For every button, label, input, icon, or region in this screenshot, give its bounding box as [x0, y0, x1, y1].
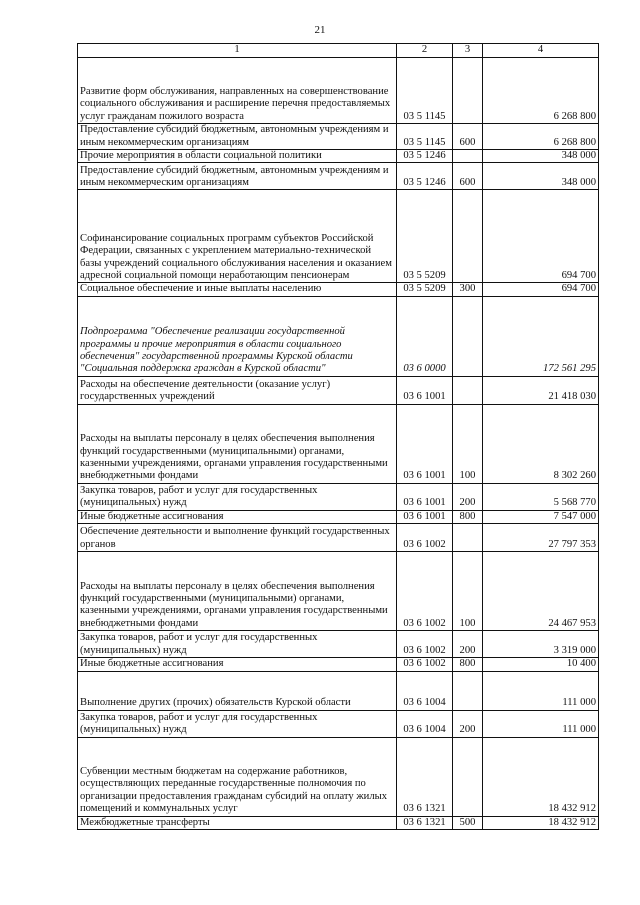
- row-code-cell: 03 6 1001: [397, 483, 453, 510]
- table-row: [78, 150, 599, 163]
- column-header-sum: 4: [483, 44, 599, 58]
- row-expense-type-cell: 600: [453, 124, 483, 150]
- row-name-cell: Обеспечение деятельности и выполнение функций государственных органов: [78, 524, 397, 552]
- row-code-cell: 03 5 1246: [397, 163, 453, 190]
- row-sum-cell: 111 000: [483, 710, 599, 737]
- row-expense-type-cell: [453, 376, 483, 404]
- row-sum-cell: 348 000: [483, 163, 599, 190]
- table-row: [78, 710, 599, 737]
- row-expense-type-cell: 100: [453, 404, 483, 483]
- row-code-cell: 03 6 1002: [397, 552, 453, 631]
- row-name-cell: Предоставление субсидий бюджетным, автономным учреждениям и иным некоммерческим организациям: [78, 163, 397, 190]
- row-sum-cell: 348 000: [483, 150, 599, 163]
- row-sum-cell: 10 400: [483, 658, 599, 671]
- row-name-cell: Софинансирование социальных программ субъектов Российской Федерации, связанных с укреплением материально-технической базы учреждений социального обслуживания населения и оказанием адресной социальной помощи неработающим пенсионерам: [78, 190, 397, 283]
- row-expense-type-cell: [453, 671, 483, 710]
- table-row: [78, 483, 599, 510]
- row-expense-type-cell: [453, 524, 483, 552]
- row-name-cell: Расходы на выплаты персоналу в целях обеспечения выполнения функций государственными (муниципальными) органами, казенными учреждениями, органами управления государственными внебюджетными фондами: [78, 552, 397, 631]
- table-row: [78, 631, 599, 658]
- row-name-cell: Закупка товаров, работ и услуг для государственных (муниципальных) нужд: [78, 631, 397, 658]
- row-name-cell: Подпрограмма "Обеспечение реализации государственной программы и прочие мероприятия в области социального обеспечения" государственной программы Курской области "Социальная поддержка граждан в Курской области": [78, 296, 397, 376]
- row-code-cell: 03 6 1004: [397, 671, 453, 710]
- row-sum-cell: 3 319 000: [483, 631, 599, 658]
- table-row: [78, 671, 599, 710]
- row-code-cell: 03 5 5209: [397, 190, 453, 283]
- page-number: 21: [314, 24, 326, 36]
- table-row: [78, 552, 599, 631]
- row-expense-type-cell: 100: [453, 552, 483, 631]
- row-code-cell: 03 6 0000: [397, 296, 453, 376]
- row-code-cell: 03 6 1321: [397, 816, 453, 829]
- row-expense-type-cell: 200: [453, 710, 483, 737]
- table-row: [78, 658, 599, 671]
- row-expense-type-cell: [453, 737, 483, 816]
- row-sum-cell: 172 561 295: [483, 296, 599, 376]
- row-name-cell: Иные бюджетные ассигнования: [78, 658, 397, 671]
- row-code-cell: 03 5 1145: [397, 124, 453, 150]
- column-number-row: [78, 44, 599, 58]
- row-code-cell: 03 5 1145: [397, 58, 453, 124]
- table-body: [78, 58, 599, 830]
- row-expense-type-cell: 200: [453, 483, 483, 510]
- row-sum-cell: 18 432 912: [483, 816, 599, 829]
- row-name-cell: Межбюджетные трансферты: [78, 816, 397, 829]
- row-name-cell: Социальное обеспечение и иные выплаты населению: [78, 283, 397, 296]
- row-name-cell: Расходы на выплаты персоналу в целях обеспечения выполнения функций государственными (муниципальными) органами, казенными учреждениями, органами управления государственными внебюджетными фондами: [78, 404, 397, 483]
- row-code-cell: 03 6 1001: [397, 510, 453, 523]
- table-row: [78, 190, 599, 283]
- row-code-cell: 03 6 1002: [397, 524, 453, 552]
- row-name-cell: Закупка товаров, работ и услуг для государственных (муниципальных) нужд: [78, 710, 397, 737]
- row-sum-cell: 5 568 770: [483, 483, 599, 510]
- row-expense-type-cell: 600: [453, 163, 483, 190]
- row-expense-type-cell: 800: [453, 658, 483, 671]
- table-row: [78, 737, 599, 816]
- row-code-cell: 03 6 1001: [397, 404, 453, 483]
- table-row: [78, 816, 599, 829]
- row-name-cell: Закупка товаров, работ и услуг для государственных (муниципальных) нужд: [78, 483, 397, 510]
- table-row: [78, 376, 599, 404]
- row-sum-cell: 18 432 912: [483, 737, 599, 816]
- column-header-code: 2: [397, 44, 453, 58]
- row-name-cell: Субвенции местным бюджетам на содержание работников, осуществляющих переданные государственные полномочия по организации предоставления гражданам субсидий на оплату жилых помещений и коммунальных услуг: [78, 737, 397, 816]
- row-code-cell: 03 6 1002: [397, 631, 453, 658]
- row-sum-cell: 6 268 800: [483, 58, 599, 124]
- row-name-cell: Развитие форм обслуживания, направленных на совершенствование социального обслуживания и расширение перечня предоставляемых услуг гражданам пожилого возраста: [78, 58, 397, 124]
- row-sum-cell: 111 000: [483, 671, 599, 710]
- table-row: [78, 404, 599, 483]
- row-expense-type-cell: [453, 58, 483, 124]
- row-code-cell: 03 5 1246: [397, 150, 453, 163]
- row-name-cell: Расходы на обеспечение деятельности (оказание услуг) государственных учреждений: [78, 376, 397, 404]
- row-expense-type-cell: [453, 296, 483, 376]
- budget-table: [77, 43, 599, 830]
- column-header-expense-type: 3: [453, 44, 483, 58]
- row-name-cell: Предоставление субсидий бюджетным, автономным учреждениям и иным некоммерческим организациям: [78, 124, 397, 150]
- row-sum-cell: 24 467 953: [483, 552, 599, 631]
- table-row: [78, 524, 599, 552]
- row-name-cell: Иные бюджетные ассигнования: [78, 510, 397, 523]
- row-code-cell: 03 6 1321: [397, 737, 453, 816]
- row-expense-type-cell: 200: [453, 631, 483, 658]
- row-sum-cell: 21 418 030: [483, 376, 599, 404]
- column-header-name: 1: [78, 44, 397, 58]
- row-code-cell: 03 5 5209: [397, 283, 453, 296]
- row-name-cell: Выполнение других (прочих) обязательств Курской области: [78, 671, 397, 710]
- table-row: [78, 163, 599, 190]
- table-row: [78, 58, 599, 124]
- table-row: [78, 296, 599, 376]
- row-sum-cell: 27 797 353: [483, 524, 599, 552]
- row-sum-cell: 8 302 260: [483, 404, 599, 483]
- table-row: [78, 124, 599, 150]
- table-row: [78, 510, 599, 523]
- row-expense-type-cell: 800: [453, 510, 483, 523]
- row-sum-cell: 694 700: [483, 283, 599, 296]
- row-code-cell: 03 6 1002: [397, 658, 453, 671]
- row-expense-type-cell: 500: [453, 816, 483, 829]
- table-row: [78, 283, 599, 296]
- row-sum-cell: 694 700: [483, 190, 599, 283]
- row-expense-type-cell: 300: [453, 283, 483, 296]
- row-expense-type-cell: [453, 190, 483, 283]
- row-code-cell: 03 6 1004: [397, 710, 453, 737]
- row-expense-type-cell: [453, 150, 483, 163]
- row-sum-cell: 6 268 800: [483, 124, 599, 150]
- row-name-cell: Прочие мероприятия в области социальной политики: [78, 150, 397, 163]
- row-sum-cell: 7 547 000: [483, 510, 599, 523]
- row-code-cell: 03 6 1001: [397, 376, 453, 404]
